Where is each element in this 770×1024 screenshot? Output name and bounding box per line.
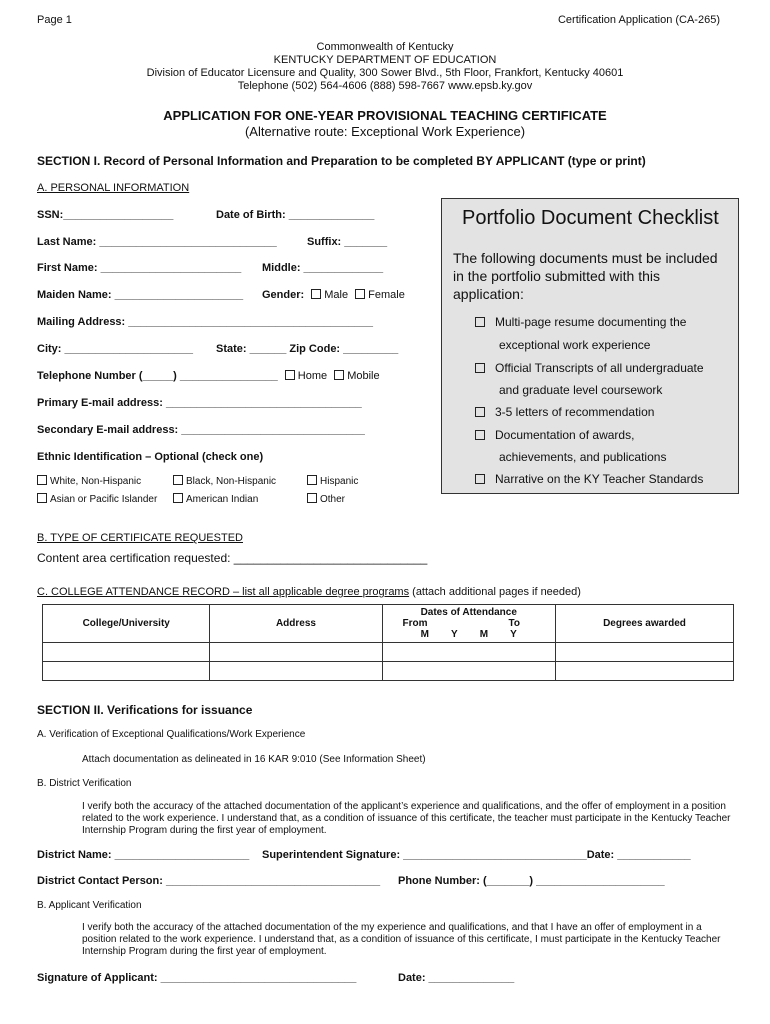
personal-info-heading: A. PERSONAL INFORMATION [37,182,190,194]
checkbox-icon [307,475,317,485]
checkbox-icon [173,475,183,485]
phone-number-field[interactable]: Phone Number: (_______) _____________________ [398,875,665,887]
degrees-column-header: Degrees awarded [555,605,733,643]
checklist-item: Narrative on the KY Teacher Standards [475,472,703,486]
district-verification-heading: B. District Verification [37,778,132,789]
form-subtitle: (Alternative route: Exceptional Work Experience) [244,124,526,139]
table-cell[interactable] [43,643,210,662]
agency-line-1: Commonwealth of Kentucky [316,41,454,53]
ethnic-option[interactable]: American Indian [173,494,258,505]
superintendent-signature-field[interactable]: Superintendent Signature: ______________________________Date: ____________ [262,849,691,861]
ethnic-option[interactable]: Hispanic [307,476,358,487]
to-label: To [508,618,520,629]
checklist-item-cont: and graduate level coursework [499,383,663,397]
table-cell[interactable] [555,662,733,681]
verification-a-text: Attach documentation as delineated in 16 KAR 9:010 (See Information Sheet) [82,754,426,765]
table-cell[interactable] [382,643,555,662]
district-contact-field[interactable]: District Contact Person: ___________________________________ [37,875,381,887]
from-label: From [402,618,428,629]
ethnic-option[interactable]: White, Non-Hispanic [37,476,141,487]
dates-column-header [382,605,555,643]
content-area-field[interactable]: Content area certification requested: _____________________________ [37,551,428,565]
table-row [43,662,734,681]
mailing-address-field[interactable]: Mailing Address: ________________________________________ [37,316,373,328]
month-year-labels: M Y M Y [420,629,517,640]
telephone-field[interactable]: Telephone Number (_____) ________________ [37,370,278,382]
section2-heading: SECTION II. Verifications for issuance [37,703,253,717]
checklist-item-cont: exceptional work experience [499,338,651,352]
address-column-header: Address [210,605,382,643]
table-cell[interactable] [43,662,210,681]
table-cell[interactable] [382,662,555,681]
applicant-verification-heading: B. Applicant Verification [37,900,142,911]
portfolio-checklist [441,198,739,494]
agency-line-3: Division of Educator Licensure and Quality, 300 Sower Blvd., 5th Floor, Frankfort, Kentucky 40601 [146,67,624,79]
checklist-item: Documentation of awards, [475,428,634,442]
phone-home-checkbox[interactable] [285,370,295,380]
secondary-email-field[interactable]: Secondary E-mail address: ______________________________ [37,424,365,436]
maiden-name-field[interactable]: Maiden Name: _____________________ [37,289,244,301]
from-to-row [383,618,555,629]
checkbox-icon[interactable] [475,317,485,327]
telephone-group [37,370,380,382]
table-cell[interactable] [555,643,733,662]
checklist-item-cont: achievements, and publications [499,450,667,464]
agency-line-4: Telephone (502) 564-4606 (888) 598-7667 www.epsb.ky.gov [237,80,533,92]
district-name-field[interactable]: District Name: ______________________ [37,849,250,861]
checkbox-icon [307,493,317,503]
primary-email-field[interactable]: Primary E-mail address: ________________________________ [37,397,362,409]
phone-mobile-checkbox[interactable] [334,370,344,380]
state-zip-field[interactable]: State: ______ Zip Code: _________ [216,343,399,355]
checklist-item: 3-5 letters of recommendation [475,405,654,419]
phone-mobile-label: Mobile [347,370,380,382]
gender-male-checkbox[interactable] [311,289,321,299]
ethnic-heading: Ethnic Identification – Optional (check one) [37,451,264,463]
ethnic-option[interactable]: Asian or Pacific Islander [37,494,157,505]
applicant-verification-text: I verify both the accuracy of the attached documentation of the my experience and qualifications, and that I have an offer of employment in a position related to the work experience. I understand that, as a condition of issuance of this certificate, I must participate in the Kentucky Teacher Internship Program during the first year of employment. [82,922,721,957]
checklist-intro: The following documents must be included in the portfolio submitted with this application: [453,250,718,302]
checkbox-icon[interactable] [475,363,485,373]
suffix-field[interactable]: Suffix: _______ [307,236,388,248]
gender-group [262,289,405,301]
checklist-item: Multi-page resume documenting the [475,315,686,329]
ethnic-option[interactable]: Black, Non-Hispanic [173,476,276,487]
dob-field[interactable]: Date of Birth: ______________ [216,209,375,221]
college-heading-line [37,586,581,598]
district-verification-text: I verify both the accuracy of the attached documentation of the applicant’s experience and qualifications, and the offer of employment in a position related to the work experience. I understand that, as a condition of issuance of this certificate, the teacher must participate in the Kentucky Teacher Internship Program during the first year of employment. [82,801,731,836]
dates-title: Dates of Attendance [420,607,517,618]
checkbox-icon[interactable] [475,407,485,417]
applicant-signature-field[interactable]: Signature of Applicant: ________________________________ [37,972,357,984]
table-row [43,643,734,662]
gender-female-label: Female [368,289,405,301]
last-name-field[interactable]: Last Name: _____________________________ [37,236,277,248]
gender-female-checkbox[interactable] [355,289,365,299]
phone-home-label: Home [297,370,328,382]
college-note: (attach additional pages if needed) [409,586,581,598]
checklist-title: Portfolio Document Checklist [462,207,719,229]
checkbox-icon[interactable] [475,474,485,484]
ethnic-option[interactable]: Other [307,494,345,505]
first-name-field[interactable]: First Name: _______________________ [37,262,242,274]
checkbox-icon [173,493,183,503]
form-title: APPLICATION FOR ONE-YEAR PROVISIONAL TEACHING CERTIFICATE [163,108,607,123]
checkbox-icon [37,493,47,503]
city-field[interactable]: City: _____________________ [37,343,193,355]
form-id: Certification Application (CA-265) [557,14,720,26]
applicant-date-field[interactable]: Date: ______________ [398,972,515,984]
middle-field[interactable]: Middle: _____________ [262,262,384,274]
agency-line-2: KENTUCKY DEPARTMENT OF EDUCATION [273,54,497,66]
table-cell[interactable] [210,662,382,681]
college-column-header: College/University [43,605,210,643]
college-attendance-table [42,604,734,681]
checkbox-icon[interactable] [475,430,485,440]
college-heading: C. COLLEGE ATTENDANCE RECORD – list all applicable degree programs [37,586,410,598]
page-number: Page 1 [37,14,72,26]
ssn-field[interactable]: SSN:__________________ [37,209,174,221]
checkbox-icon [37,475,47,485]
section1-heading: SECTION I. Record of Personal Information and Preparation to be completed BY APPLICANT (type or print) [37,154,646,168]
verification-a-heading: A. Verification of Exceptional Qualifications/Work Experience [37,729,306,740]
checklist-item: Official Transcripts of all undergraduate [475,361,704,375]
gender-male-label: Male [324,289,349,301]
cert-type-heading: B. TYPE OF CERTIFICATE REQUESTED [37,532,243,544]
table-cell[interactable] [210,643,382,662]
gender-label: Gender: [262,289,305,301]
table-header-row [43,605,734,643]
